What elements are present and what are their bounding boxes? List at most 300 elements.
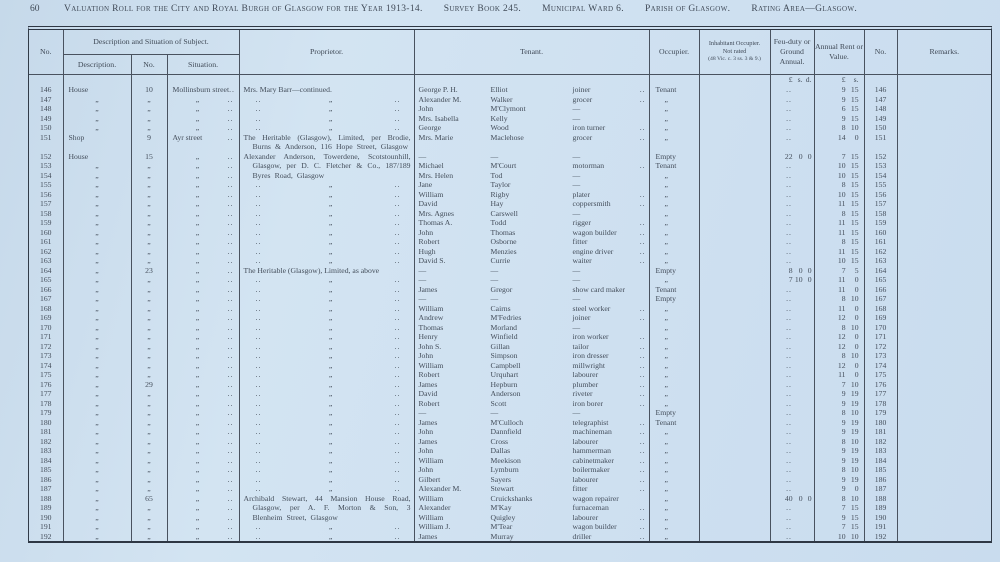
cell-no-right: 166 — [864, 285, 897, 295]
cell-no-right: 189 — [864, 503, 897, 513]
tenant-occupation: wagon repairer — [572, 493, 619, 503]
cell-no-right: 159 — [864, 218, 897, 228]
dots-leader: .. — [639, 332, 646, 341]
dots-leader: .. — [394, 218, 401, 227]
tenant-occupation: hammerman — [572, 446, 611, 455]
rent-pounds: 10 — [837, 170, 846, 180]
ditto-mark: „ — [328, 113, 333, 123]
cell-inhabitant-occupier — [699, 380, 770, 390]
cell-remarks — [897, 484, 991, 494]
dots-leader: .. — [227, 256, 234, 265]
rent-pounds: 8 — [841, 436, 846, 446]
cell-annual-rent — [814, 370, 864, 380]
dots-leader: .. — [227, 484, 234, 493]
cell-occupier: „ — [649, 218, 699, 228]
cell-occupier: Tenant — [649, 85, 699, 95]
cell-situation — [167, 275, 239, 285]
cell-occupier: „ — [649, 475, 699, 485]
dots-leader: .. — [255, 180, 262, 189]
cell-street-no: „ — [131, 237, 167, 247]
dots-leader: .. — [227, 389, 234, 398]
tenant-forename: Jane — [418, 180, 433, 189]
tenant-forename: James — [418, 284, 438, 294]
tenant-forename: Mrs. Agnes — [418, 208, 454, 218]
cell-annual-rent — [814, 152, 864, 162]
cell-feu-duty — [770, 313, 814, 323]
dots-leader: .. — [227, 398, 234, 408]
dots-leader: .. — [394, 370, 401, 379]
tenant-occupation: waiter — [572, 256, 592, 265]
rent-shillings: 15 — [850, 218, 859, 227]
cell-tenant — [414, 494, 649, 504]
cell-inhabitant-occupier — [699, 513, 770, 523]
dots-leader: .. — [227, 227, 234, 237]
cell-no: 188 — [29, 494, 63, 504]
tenant-surname: Wood — [490, 123, 509, 132]
cell-description: „ — [63, 475, 131, 485]
cell-no: 156 — [29, 190, 63, 200]
cell-annual-rent — [814, 237, 864, 247]
cell-feu-duty — [770, 180, 814, 190]
cell-inhabitant-occupier — [699, 247, 770, 257]
cell-remarks — [897, 408, 991, 418]
cell-proprietor — [239, 313, 414, 323]
rent-shillings: 0 — [854, 284, 859, 294]
rent-pounds: 7 — [841, 503, 846, 512]
cell-remarks — [897, 247, 991, 257]
cell-no-right: 179 — [864, 408, 897, 418]
cell-description: „ — [63, 190, 131, 200]
dots-leader: .. — [639, 189, 646, 199]
feu-pence: 0 — [807, 493, 812, 503]
tenant-occupation: labourer — [572, 436, 599, 446]
cell-blank — [239, 75, 414, 86]
tenant-occupation: — — [572, 265, 581, 275]
table-row — [29, 446, 991, 456]
cell-feu-duty — [770, 85, 814, 95]
rent-pounds: 8 — [841, 408, 846, 417]
cell-occupier: „ — [649, 228, 699, 238]
dots-leader: .. — [394, 180, 401, 189]
ditto-mark: „ — [328, 246, 333, 256]
tenant-surname: Currie — [490, 256, 511, 265]
tenant-forename: — — [418, 265, 427, 275]
dots-leader: .. — [227, 218, 234, 227]
cell-occupier: Tenant — [649, 161, 699, 171]
cell-inhabitant-occupier — [699, 399, 770, 409]
cell-no: 185 — [29, 465, 63, 475]
cell-occupier: „ — [649, 304, 699, 314]
tenant-surname: Dallas — [490, 446, 511, 455]
cell-remarks — [897, 294, 991, 304]
cell-inhabitant-occupier — [699, 313, 770, 323]
cell-no: 170 — [29, 323, 63, 333]
cell-tenant — [414, 408, 649, 418]
cell-remarks — [897, 522, 991, 532]
tenant-occupation: steel worker — [572, 303, 611, 313]
rent-pounds: 10 — [837, 189, 846, 199]
rent-shillings: 15 — [850, 246, 859, 256]
cell-no-right: 165 — [864, 275, 897, 285]
cell-proprietor — [239, 256, 414, 266]
cell-street-no: „ — [131, 209, 167, 219]
situation-text: „ — [195, 408, 200, 417]
dots-leader: .. — [394, 104, 401, 113]
cell-feu-duty — [770, 370, 814, 380]
situation-text: „ — [195, 512, 200, 522]
cell-no-right: 164 — [864, 266, 897, 276]
tenant-forename: James — [418, 436, 438, 446]
dots-leader: .. — [227, 446, 234, 455]
tenant-occupation: machineman — [572, 427, 612, 436]
tenant-occupation: iron turner — [572, 123, 606, 132]
cell-tenant — [414, 275, 649, 285]
cell-no-right: 188 — [864, 494, 897, 504]
cell-feu-duty — [770, 532, 814, 542]
situation-text: „ — [195, 94, 200, 104]
page-number: 60 — [30, 4, 40, 14]
cell-inhabitant-occupier — [699, 389, 770, 399]
cell-description: „ — [63, 95, 131, 105]
cell-remarks — [897, 266, 991, 276]
cell-street-no: „ — [131, 304, 167, 314]
cell-inhabitant-occupier — [699, 484, 770, 494]
dots-leader: .. — [394, 436, 401, 446]
tenant-surname: Scott — [490, 398, 507, 408]
dots-leader: .. — [639, 398, 646, 408]
cell-occupier: „ — [649, 446, 699, 456]
rent-shillings: 15 — [850, 113, 859, 123]
cell-no: 168 — [29, 304, 63, 314]
ditto-mark: „ — [328, 303, 333, 313]
tenant-surname: — — [490, 275, 499, 284]
table-row — [29, 285, 991, 295]
cell-no: 187 — [29, 484, 63, 494]
situation-text: „ — [195, 446, 200, 455]
dots-leader: .. — [227, 199, 234, 208]
cell-inhabitant-occupier — [699, 133, 770, 152]
cell-tenant — [414, 161, 649, 171]
cell-inhabitant-occupier — [699, 494, 770, 504]
rent-shillings: 19 — [850, 398, 859, 408]
dots-leader: .. — [394, 246, 401, 256]
dots-leader: .. — [227, 170, 234, 180]
rent-shillings: 15 — [850, 199, 859, 208]
dots-leader: .. — [786, 531, 792, 541]
dots-leader: .. — [227, 123, 234, 132]
cell-proprietor — [239, 104, 414, 114]
dots-leader: .. — [639, 522, 646, 531]
cell-feu-duty — [770, 503, 814, 513]
tenant-surname: Cross — [490, 436, 509, 446]
dots-leader: .. — [786, 436, 792, 446]
table-row — [29, 503, 991, 513]
rent-pounds: 9 — [841, 85, 846, 94]
table-row — [29, 465, 991, 475]
cell-description: „ — [63, 104, 131, 114]
dots-leader: .. — [227, 531, 234, 541]
table-row — [29, 532, 991, 542]
cell-no-right: 184 — [864, 456, 897, 466]
cell-description: „ — [63, 418, 131, 428]
rent-pounds: 7 — [841, 265, 846, 275]
cell-annual-rent — [814, 190, 864, 200]
rent-shillings: 0 — [854, 132, 859, 142]
table-row — [29, 161, 991, 171]
cell-proprietor — [239, 475, 414, 485]
dots-leader: .. — [786, 132, 792, 142]
cell-remarks — [897, 342, 991, 352]
cell-blank — [649, 75, 699, 86]
cell-no-right: 182 — [864, 437, 897, 447]
cell-tenant — [414, 199, 649, 209]
cell-tenant — [414, 427, 649, 437]
tenant-forename: Mrs. Isabella — [418, 113, 459, 123]
title-survey-book: Survey Book 245. — [443, 4, 522, 14]
cell-proprietor — [239, 152, 414, 181]
cell-annual-rent — [814, 427, 864, 437]
rent-pounds: 12 — [837, 313, 846, 322]
cell-annual-rent — [814, 199, 864, 209]
cell-proprietor — [239, 294, 414, 304]
dots-leader: .. — [394, 455, 401, 465]
tenant-forename: Mrs. Marie — [418, 132, 454, 142]
cell-tenant — [414, 114, 649, 124]
cell-description: „ — [63, 522, 131, 532]
rent-shillings: 5 — [854, 265, 859, 275]
cell-situation — [167, 190, 239, 200]
rent-pounds: 8 — [841, 294, 846, 303]
dots-leader: .. — [639, 465, 646, 474]
cell-tenant — [414, 456, 649, 466]
tenant-surname: — — [490, 151, 499, 161]
cell-no: 182 — [29, 437, 63, 447]
tenant-forename: George P. H. — [418, 85, 458, 94]
cell-no-right: 157 — [864, 199, 897, 209]
dots-leader — [634, 294, 649, 304]
table-row — [29, 380, 991, 390]
rent-pounds: 11 — [838, 370, 846, 379]
cell-inhabitant-occupier — [699, 370, 770, 380]
cell-no-right: 147 — [864, 95, 897, 105]
tenant-surname: Hepburn — [490, 379, 518, 389]
cell-occupier: „ — [649, 209, 699, 219]
cell-situation — [167, 266, 239, 276]
dots-leader — [634, 180, 649, 190]
dots-leader: .. — [394, 313, 401, 322]
dots-leader — [634, 104, 649, 114]
cell-street-no: „ — [131, 446, 167, 456]
tenant-surname: M'Clymont — [490, 104, 526, 113]
cell-remarks — [897, 199, 991, 209]
cell-street-no: „ — [131, 389, 167, 399]
tenant-surname: Walker — [490, 94, 513, 104]
cell-description: „ — [63, 304, 131, 314]
cell-situation — [167, 380, 239, 390]
cell-occupier: „ — [649, 342, 699, 352]
dots-leader: .. — [639, 218, 646, 227]
cell-inhabitant-occupier — [699, 408, 770, 418]
cell-annual-rent — [814, 85, 864, 95]
cell-tenant — [414, 361, 649, 371]
cell-remarks — [897, 114, 991, 124]
cell-no-right: 169 — [864, 313, 897, 323]
table-row — [29, 104, 991, 114]
cell-no: 162 — [29, 247, 63, 257]
tenant-surname: — — [490, 408, 499, 417]
dots-leader: .. — [255, 474, 262, 484]
cell-description: „ — [63, 123, 131, 133]
column-header-tenant: Tenant. — [414, 30, 649, 75]
cell-annual-rent — [814, 123, 864, 133]
cell-proprietor — [239, 304, 414, 314]
dots-leader: .. — [786, 189, 792, 199]
cell-feu-duty — [770, 522, 814, 532]
cell-annual-rent — [814, 484, 864, 494]
dots-leader: .. — [227, 208, 234, 218]
rent-shillings: 10 — [850, 294, 859, 303]
situation-text: „ — [195, 389, 200, 398]
situation-text: „ — [195, 484, 200, 493]
cell-no: 147 — [29, 95, 63, 105]
cell-no-right: 186 — [864, 475, 897, 485]
rent-shillings: 15 — [850, 208, 859, 218]
rent-shillings: 15 — [850, 104, 859, 113]
cell-no: 158 — [29, 209, 63, 219]
table-row — [29, 475, 991, 485]
dots-leader: .. — [639, 512, 646, 522]
situation-text: „ — [195, 246, 200, 256]
rent-pounds: 8 — [841, 180, 846, 189]
dots-leader: .. — [227, 341, 234, 351]
cell-inhabitant-occupier — [699, 427, 770, 437]
cell-occupier: „ — [649, 484, 699, 494]
cell-street-no: „ — [131, 95, 167, 105]
cell-situation — [167, 408, 239, 418]
dots-leader: .. — [394, 341, 401, 351]
cell-no-right: 180 — [864, 418, 897, 428]
dots-leader: .. — [394, 398, 401, 408]
title-valuation-roll: Valuation Roll for the City and Royal Burgh of Glasgow for the Year 1913-14. — [64, 4, 423, 14]
cell-no: 165 — [29, 275, 63, 285]
cell-no: 160 — [29, 228, 63, 238]
dots-leader: .. — [227, 132, 234, 142]
cell-inhabitant-occupier — [699, 190, 770, 200]
tenant-forename: James — [418, 417, 438, 427]
situation-text: „ — [195, 465, 200, 474]
rent-pounds: 9 — [841, 484, 846, 493]
ditto-mark: „ — [328, 436, 333, 446]
rent-pounds: 11 — [838, 246, 846, 256]
cell-street-no: „ — [131, 275, 167, 285]
table-row — [29, 370, 991, 380]
dots-leader: .. — [229, 85, 235, 94]
cell-description: „ — [63, 370, 131, 380]
rent-shillings: 0 — [854, 341, 859, 351]
cell-inhabitant-occupier — [699, 171, 770, 181]
dots-leader: .. — [786, 180, 792, 189]
feu-pence: 0 — [807, 275, 812, 284]
dots-leader — [634, 114, 649, 124]
ditto-mark: „ — [328, 332, 333, 341]
cell-proprietor — [239, 323, 414, 333]
dots-leader: .. — [786, 379, 792, 389]
dots-leader: .. — [255, 94, 262, 104]
rent-shillings: 10 — [850, 408, 859, 417]
cell-feu-duty — [770, 161, 814, 171]
cell-situation — [167, 85, 239, 95]
cell-tenant — [414, 351, 649, 361]
cell-street-no: „ — [131, 218, 167, 228]
cell-annual-rent — [814, 332, 864, 342]
rent-pounds: 8 — [841, 123, 846, 132]
tenant-surname: — — [490, 294, 499, 303]
cell-proprietor — [239, 465, 414, 475]
rent-shillings: 0 — [854, 370, 859, 379]
cell-proprietor — [239, 228, 414, 238]
cell-tenant — [414, 389, 649, 399]
dots-leader: .. — [786, 208, 792, 218]
rent-pounds: 8 — [841, 493, 846, 503]
dots-leader: .. — [786, 218, 792, 227]
cell-no: 173 — [29, 351, 63, 361]
dots-leader: .. — [255, 227, 262, 237]
ditto-mark: „ — [328, 104, 333, 113]
table-row — [29, 266, 991, 276]
cell-tenant — [414, 218, 649, 228]
table-row — [29, 228, 991, 238]
cell-inhabitant-occupier — [699, 522, 770, 532]
situation-text: „ — [195, 351, 200, 360]
rent-shillings: 10 — [850, 531, 859, 541]
cell-no: 172 — [29, 342, 63, 352]
situation-text: „ — [195, 151, 200, 161]
tenant-surname: Menzies — [490, 246, 517, 256]
dots-leader: .. — [255, 436, 262, 446]
tenant-surname: Todd — [490, 218, 507, 227]
cell-remarks — [897, 190, 991, 200]
cell-remarks — [897, 285, 991, 295]
dots-leader: .. — [394, 256, 401, 265]
cell-remarks — [897, 133, 991, 152]
dots-leader: .. — [227, 284, 234, 294]
cell-description: „ — [63, 332, 131, 342]
dots-leader: .. — [786, 294, 792, 303]
cell-annual-rent — [814, 161, 864, 171]
situation-text: „ — [195, 161, 200, 170]
cell-annual-rent — [814, 209, 864, 219]
feu-shillings: 0 — [798, 265, 803, 275]
cell-annual-rent — [814, 494, 864, 504]
cell-feu-duty — [770, 446, 814, 456]
cell-proprietor — [239, 266, 414, 276]
cell-annual-rent — [814, 294, 864, 304]
cell-situation — [167, 370, 239, 380]
situation-text: „ — [195, 474, 200, 484]
cell-situation — [167, 95, 239, 105]
dots-leader: .. — [227, 275, 234, 284]
dots-leader: .. — [639, 313, 646, 322]
tenant-forename: Hugh — [418, 246, 436, 256]
feu-shillings: 0 — [798, 151, 803, 161]
tenant-surname: M'Fedries — [490, 313, 522, 322]
table-row — [29, 123, 991, 133]
cell-street-no: 23 — [131, 266, 167, 276]
cell-no-right: 172 — [864, 342, 897, 352]
dots-leader — [634, 494, 649, 504]
valuation-table-frame — [28, 26, 992, 543]
tenant-occupation: motorman — [572, 161, 605, 170]
